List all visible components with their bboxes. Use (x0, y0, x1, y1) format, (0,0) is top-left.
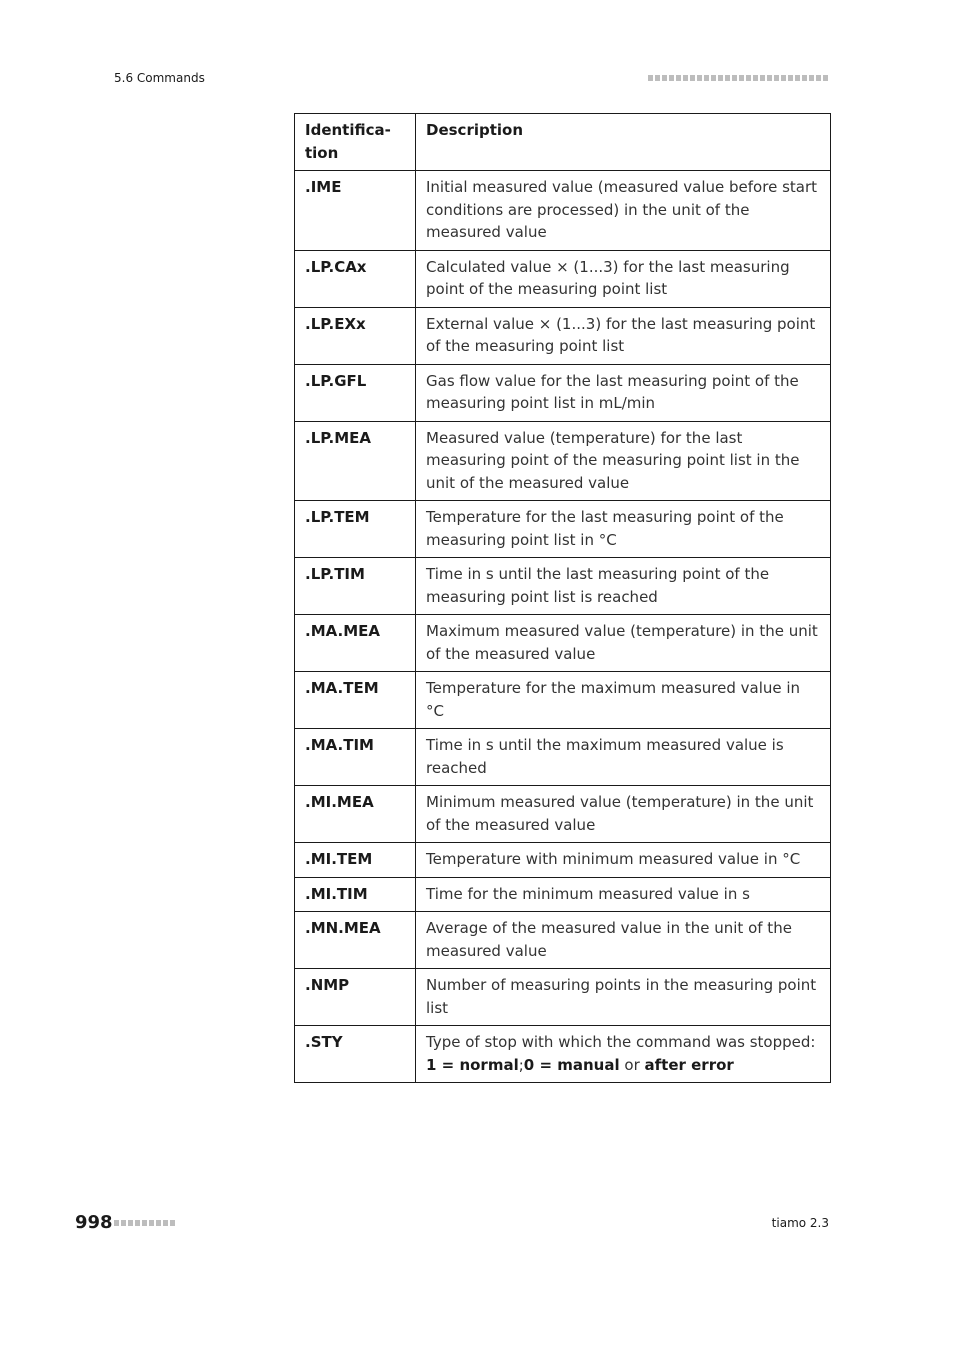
decoration-square (739, 75, 744, 81)
description-cell: Maximum measured value (temperature) in the unit of the measured value (416, 615, 831, 672)
decoration-square (753, 75, 758, 81)
page-number: 998 (75, 1212, 113, 1233)
identification-cell: .MA.TIM (295, 729, 416, 786)
footer-decoration-dots (114, 1220, 175, 1226)
header-decoration-dots (648, 75, 828, 81)
option-normal: 1 = normal (426, 1055, 519, 1074)
description-cell (416, 1026, 831, 1083)
identification-cell: .LP.EXx (295, 307, 416, 364)
decoration-square (676, 75, 681, 81)
identification-cell: .MA.MEA (295, 615, 416, 672)
decoration-square (795, 75, 800, 81)
table-row (295, 501, 831, 558)
decoration-square (704, 75, 709, 81)
column-header-identification: Identifica- tion (295, 114, 416, 171)
decoration-square (823, 75, 828, 81)
decoration-square (142, 1220, 147, 1226)
description-cell: Average of the measured value in the unit of the measured value (416, 912, 831, 969)
decoration-square (163, 1220, 168, 1226)
identification-table (294, 113, 831, 1083)
table-header-row (295, 114, 831, 171)
identification-cell: .LP.GFL (295, 364, 416, 421)
description-text: Type of stop with which the command was stopped: (426, 1033, 816, 1051)
description-cell: Time in s until the maximum measured value is reached (416, 729, 831, 786)
description-cell: Calculated value × (1...3) for the last measuring point of the measuring point list (416, 250, 831, 307)
decoration-square (648, 75, 653, 81)
identification-cell: .MI.TEM (295, 843, 416, 878)
identification-cell: .LP.CAx (295, 250, 416, 307)
identification-cell: .NMP (295, 969, 416, 1026)
separator: ; (518, 1055, 524, 1074)
description-cell: Temperature with minimum measured value in °C (416, 843, 831, 878)
table-row (295, 615, 831, 672)
decoration-square (114, 1220, 119, 1226)
table-row (295, 1026, 831, 1083)
table-row (295, 969, 831, 1026)
identification-cell: .MA.TEM (295, 672, 416, 729)
description-cell: Initial measured value (measured value before start conditions are processed) in the unit of the measured value (416, 171, 831, 251)
decoration-square (690, 75, 695, 81)
identification-cell: .MN.MEA (295, 912, 416, 969)
decoration-square (669, 75, 674, 81)
decoration-square (697, 75, 702, 81)
decoration-square (781, 75, 786, 81)
identification-cell: .MI.MEA (295, 786, 416, 843)
table-row (295, 558, 831, 615)
decoration-square (774, 75, 779, 81)
column-header-description: Description (416, 114, 831, 171)
description-cell: Gas flow value for the last measuring point of the measuring point list in mL/min (416, 364, 831, 421)
description-cell: Number of measuring points in the measuring point list (416, 969, 831, 1026)
table-row (295, 729, 831, 786)
table-row (295, 250, 831, 307)
decoration-square (683, 75, 688, 81)
table-row (295, 364, 831, 421)
option-after-error: after error (644, 1055, 734, 1074)
description-cell: Temperature for the last measuring point of the measuring point list in °C (416, 501, 831, 558)
identification-cell: .STY (295, 1026, 416, 1083)
decoration-square (662, 75, 667, 81)
decoration-square (809, 75, 814, 81)
decoration-square (788, 75, 793, 81)
table-row (295, 786, 831, 843)
decoration-square (128, 1220, 133, 1226)
identification-cell: .LP.TEM (295, 501, 416, 558)
running-header-section: 5.6 Commands (114, 71, 205, 85)
identification-cell: .MI.TIM (295, 877, 416, 912)
table-row (295, 171, 831, 251)
table-row (295, 307, 831, 364)
description-cell: Temperature for the maximum measured value in °C (416, 672, 831, 729)
option-manual: 0 = manual (523, 1055, 620, 1074)
decoration-square (802, 75, 807, 81)
decoration-square (170, 1220, 175, 1226)
decoration-square (816, 75, 821, 81)
table-row (295, 421, 831, 501)
decoration-square (655, 75, 660, 81)
decoration-square (149, 1220, 154, 1226)
identification-cell: .IME (295, 171, 416, 251)
table-row (295, 843, 831, 878)
table-row (295, 912, 831, 969)
description-cell: Time for the minimum measured value in s (416, 877, 831, 912)
decoration-square (760, 75, 765, 81)
decoration-square (718, 75, 723, 81)
description-cell: Time in s until the last measuring point of the measuring point list is reached (416, 558, 831, 615)
decoration-square (767, 75, 772, 81)
table-row (295, 877, 831, 912)
decoration-square (135, 1220, 140, 1226)
description-cell: Measured value (temperature) for the last measuring point of the measuring point list in the unit of the measured value (416, 421, 831, 501)
decoration-square (746, 75, 751, 81)
decoration-square (121, 1220, 126, 1226)
footer-product-name: tiamo 2.3 (771, 1216, 829, 1230)
description-cell: External value × (1...3) for the last measuring point of the measuring point list (416, 307, 831, 364)
description-cell: Minimum measured value (temperature) in the unit of the measured value (416, 786, 831, 843)
identification-cell: .LP.MEA (295, 421, 416, 501)
decoration-square (711, 75, 716, 81)
identification-cell: .LP.TIM (295, 558, 416, 615)
table-row (295, 672, 831, 729)
decoration-square (725, 75, 730, 81)
decoration-square (732, 75, 737, 81)
or-word: or (619, 1055, 645, 1074)
decoration-square (156, 1220, 161, 1226)
